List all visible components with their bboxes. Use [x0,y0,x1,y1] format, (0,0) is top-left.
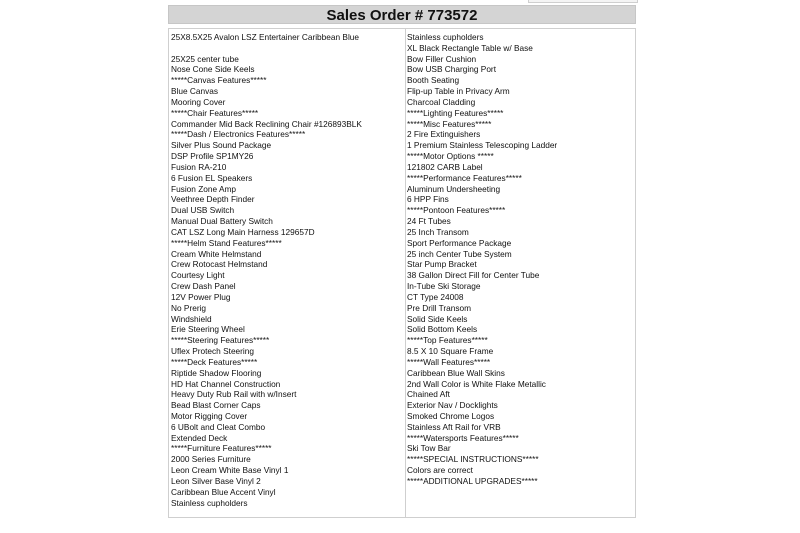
option-line: Solid Side Keels [407,313,468,324]
option-line: Booth Seating [407,75,460,86]
option-line: Nose Cone Side Keels [171,64,255,75]
option-line: Colors are correct [407,465,473,476]
option-line: Extended Deck [171,432,228,443]
top-frame-edge [528,0,638,3]
option-line: Silver Plus Sound Package [171,140,272,151]
option-line: Caribbean Blue Wall Skins [407,367,505,378]
option-line: Fusion Zone Amp [171,183,237,194]
option-line: Leon Cream White Base Vinyl 1 [171,465,289,476]
option-line: Chained Aft [407,389,450,400]
option-line: Riptide Shadow Flooring [171,367,262,378]
option-line: 25 Inch Transom [407,226,469,237]
option-line: Star Pump Bracket [407,259,477,270]
option-line: CT Type 24008 [407,291,464,302]
option-line: 38 Gallon Direct Fill for Center Tube [407,270,540,281]
option-line: Aluminum Undersheeting [407,183,501,194]
option-line: 6 UBolt and Cleat Combo [171,421,266,432]
option-line: Cream White Helmstand [171,248,262,259]
option-line: Exterior Nav / Docklights [407,400,498,411]
option-line: Bow Filler Cushion [407,53,477,64]
right-column [406,29,635,517]
option-line: Flip-up Table in Privacy Arm [407,86,510,97]
option-line: Caribbean Blue Accent Vinyl [171,486,276,497]
option-line: Smoked Chrome Logos [407,410,495,421]
option-line: *****Watersports Features***** [407,432,519,443]
option-line: Solid Bottom Keels [407,324,478,335]
option-line: Crew Dash Panel [171,281,236,292]
option-line: Bead Blast Corner Caps [171,400,261,411]
option-line: Windshield [171,313,212,324]
option-line: 25 inch Center Tube System [407,248,512,259]
page-title: Sales Order # 773572 [168,5,636,24]
option-line: In-Tube Ski Storage [407,281,481,292]
option-line: Charcoal Cladding [407,96,476,107]
option-line: Dual USB Switch [171,205,235,216]
option-line: Crew Rotocast Helmstand [171,259,268,270]
option-line: *****Pontoon Features***** [407,205,506,216]
option-line: *****Steering Features***** [171,335,270,346]
option-line: Commander Mid Back Reclining Chair #126893BLK [171,118,362,129]
option-line: *****Performance Features***** [407,172,522,183]
option-line: XL Black Rectangle Table w/ Base [407,42,533,53]
option-line: *****SPECIAL INSTRUCTIONS***** [407,454,539,465]
option-line: 8.5 X 10 Square Frame [407,346,494,357]
option-line: Bow USB Charging Port [407,64,497,75]
option-line: Heavy Duty Rub Rail with w/Insert [171,389,297,400]
option-line: No Prerig [171,302,207,313]
option-line: Veethree Depth Finder [171,194,255,205]
option-line: Pre Drill Transom [407,302,472,313]
option-line: Uflex Protech Steering [171,346,255,357]
option-line: 2 Fire Extinguishers [407,129,481,140]
option-line: Sport Performance Package [407,237,512,248]
left-column [169,29,406,517]
option-line: *****Motor Options ***** [407,151,494,162]
option-line: *****Dash / Electronics Features***** [171,129,306,140]
option-line: 121802 CARB Label [407,161,483,172]
option-line: Stainless Aft Rail for VRB [407,421,501,432]
option-line: *****Deck Features***** [171,356,258,367]
option-line: Leon Silver Base Vinyl 2 [171,475,261,486]
option-line: 2000 Series Furniture [171,454,251,465]
option-line: *****Furniture Features***** [171,443,272,454]
option-line: 12V Power Plug [171,291,231,302]
option-line: Manual Dual Battery Switch [171,216,273,227]
option-line: *****Helm Stand Features***** [171,237,282,248]
option-line: *****Chair Features***** [171,107,259,118]
option-line: Stainless cupholders [407,32,484,42]
option-line: CAT LSZ Long Main Harness 129657D [171,226,315,237]
option-line [171,43,405,54]
option-line: 6 HPP Fins [407,194,449,205]
option-line: Fusion RA-210 [171,161,227,172]
option-line: Ski Tow Bar [407,443,451,454]
option-line: Mooring Cover [171,96,226,107]
option-line: Blue Canvas [171,86,219,97]
option-line: Motor Rigging Cover [171,410,248,421]
option-line: *****Lighting Features***** [407,107,504,118]
option-line: DSP Profile SP1MY26 [171,151,254,162]
option-line: 24 Ft Tubes [407,216,451,227]
option-line: Stainless cupholders [171,497,248,508]
option-line: HD Hat Channel Construction [171,378,281,389]
option-line: 25X25 center tube [171,53,239,64]
option-line: Erie Steering Wheel [171,324,245,335]
option-line: 6 Fusion EL Speakers [171,172,253,183]
option-line: *****Top Features***** [407,335,488,346]
option-line: 1 Premium Stainless Telescoping Ladder [407,140,558,151]
option-line: Courtesy Light [171,270,225,281]
option-line: 2nd Wall Color is White Flake Metallic [407,378,546,389]
option-line: 25X8.5X25 Avalon LSZ Entertainer Caribbean Blue [171,32,360,42]
sales-order-document [168,28,636,518]
option-line: *****Misc Features***** [407,118,492,129]
option-line: *****Canvas Features***** [171,75,267,86]
option-line: *****Wall Features***** [407,356,491,367]
option-line: *****ADDITIONAL UPGRADES***** [407,475,538,486]
